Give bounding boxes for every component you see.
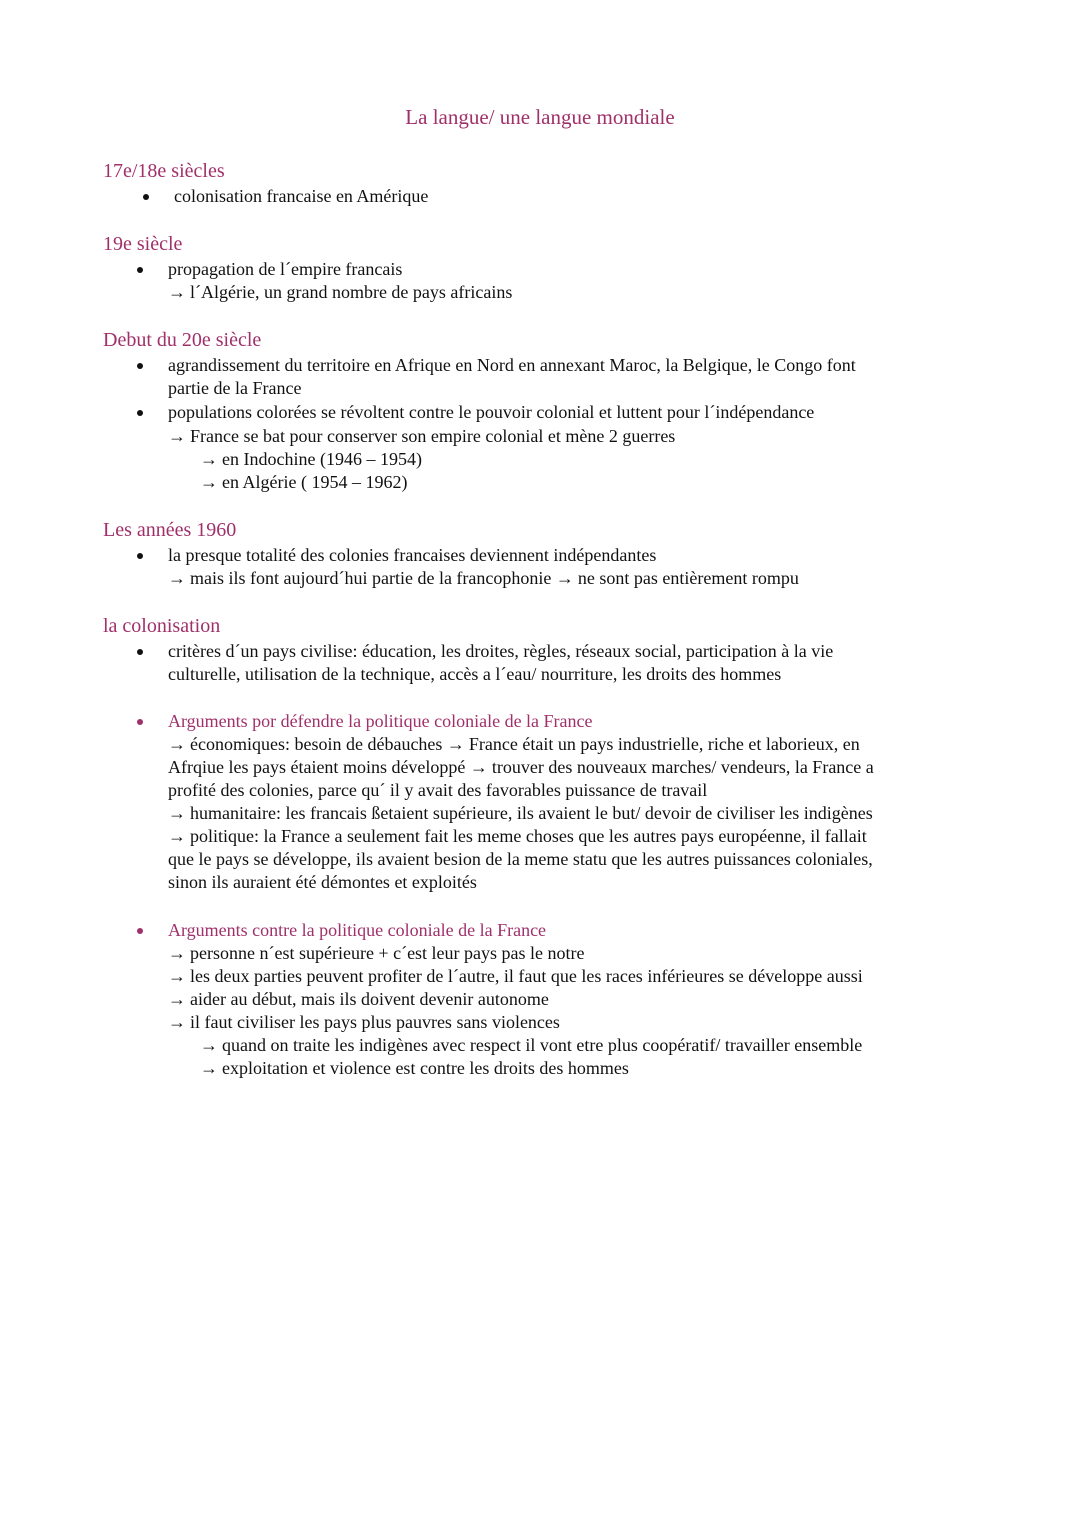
arrow-icon: → (200, 472, 218, 492)
list-item: → personne n´est supérieure + c´est leur pays pas le notre (168, 943, 585, 963)
list-item: colonisation francaise en Amérique (174, 186, 429, 206)
list-item: → quand on traite les indigènes avec respect il vont etre plus coopératif/ travailler ensemble (200, 1035, 863, 1055)
list-item: critères d´un pays civilise: éducation, les droites, règles, réseaux social, participation à la vie (168, 641, 834, 661)
list-item: → les deux parties peuvent profiter de l´autre, il faut que les races inférieures se développe aussi (168, 966, 863, 986)
arrow-icon: → (168, 734, 186, 754)
arrow-icon: → (168, 966, 186, 986)
section-heading: 17e/18e siècles (103, 160, 225, 182)
arrow-icon: → (446, 734, 465, 754)
list-item: populations colorées se révoltent contre le pouvoir colonial et luttent pour l´indépendance (168, 402, 815, 422)
arrow-icon: → (168, 943, 186, 963)
arrow-icon: → (200, 1035, 218, 1055)
list-item: Afrqiue les pays étaient moins développé → trouver des nouveaux marches/ vendeurs, la France a (168, 757, 874, 777)
list-item: profité des colonies, parce qu´ il y avait des favorables puissance de travail (168, 780, 708, 800)
subheading: Arguments contre la politique coloniale de la France (168, 920, 547, 940)
list-item: → mais ils font aujourd´hui partie de la francophonie → ne sont pas entièrement rompu (168, 568, 799, 588)
arrow-icon: → (168, 426, 186, 446)
bullet-icon (137, 719, 143, 725)
section-heading: 19e siècle (103, 233, 183, 255)
arrow-icon: → (168, 803, 186, 823)
arrow-icon: → (469, 757, 488, 777)
arrow-icon: → (168, 826, 186, 846)
section-heading: Les années 1960 (103, 519, 237, 541)
list-item: que le pays se développe, ils avaient besion de la meme statu que les autres puissances coloniales, (168, 849, 873, 869)
bullet-icon (137, 363, 143, 369)
list-item: → en Indochine (1946 – 1954) (200, 449, 422, 469)
list-item: → il faut civiliser les pays plus pauvres sans violences (168, 1012, 560, 1032)
arrow-icon: → (168, 989, 186, 1009)
arrow-icon: → (200, 1058, 218, 1078)
page-title: La langue/ une langue mondiale (405, 105, 675, 129)
list-item: → l´Algérie, un grand nombre de pays africains (168, 282, 513, 302)
section-heading: la colonisation (103, 615, 221, 637)
subheading: Arguments por défendre la politique coloniale de la France (168, 711, 593, 731)
arrow-icon: → (168, 568, 186, 588)
section-heading: Debut du 20e siècle (103, 329, 262, 351)
bullet-icon (137, 410, 143, 416)
list-item: → exploitation et violence est contre les droits des hommes (200, 1058, 629, 1078)
list-item: → aider au début, mais ils doivent devenir autonome (168, 989, 549, 1009)
arrow-icon: → (200, 449, 218, 469)
list-item: → en Algérie ( 1954 – 1962) (200, 472, 408, 492)
bullet-icon (143, 194, 149, 200)
bullet-icon (137, 649, 143, 655)
list-item: → politique: la France a seulement fait les meme choses que les autres pays européenne, il fallait (168, 826, 867, 846)
list-item: → France se bat pour conserver son empire colonial et mène 2 guerres (168, 426, 676, 446)
list-item: la presque totalité des colonies francaises deviennent indépendantes (168, 545, 657, 565)
bullet-icon (137, 928, 143, 934)
list-item: → économiques: besoin de débauches → France était un pays industrielle, riche et laborieux, en (168, 734, 860, 754)
arrow-icon: → (555, 568, 574, 588)
arrow-icon: → (168, 282, 186, 302)
bullet-icon (137, 553, 143, 559)
list-item: propagation de l´empire francais (168, 259, 403, 279)
arrow-icon: → (168, 1012, 186, 1032)
list-item: culturelle, utilisation de la technique, accès a l´eau/ nourriture, les droits des hommes (168, 664, 782, 684)
list-item: → humanitaire: les francais ßetaient supérieure, ils avaient le but/ devoir de civiliser les indigènes (168, 803, 873, 823)
list-item: partie de la France (168, 378, 302, 398)
list-item: agrandissement du territoire en Afrique en Nord en annexant Maroc, la Belgique, le Congo font (168, 355, 856, 375)
bullet-icon (137, 267, 143, 273)
list-item: sinon ils auraient été démontes et exploités (168, 872, 477, 892)
